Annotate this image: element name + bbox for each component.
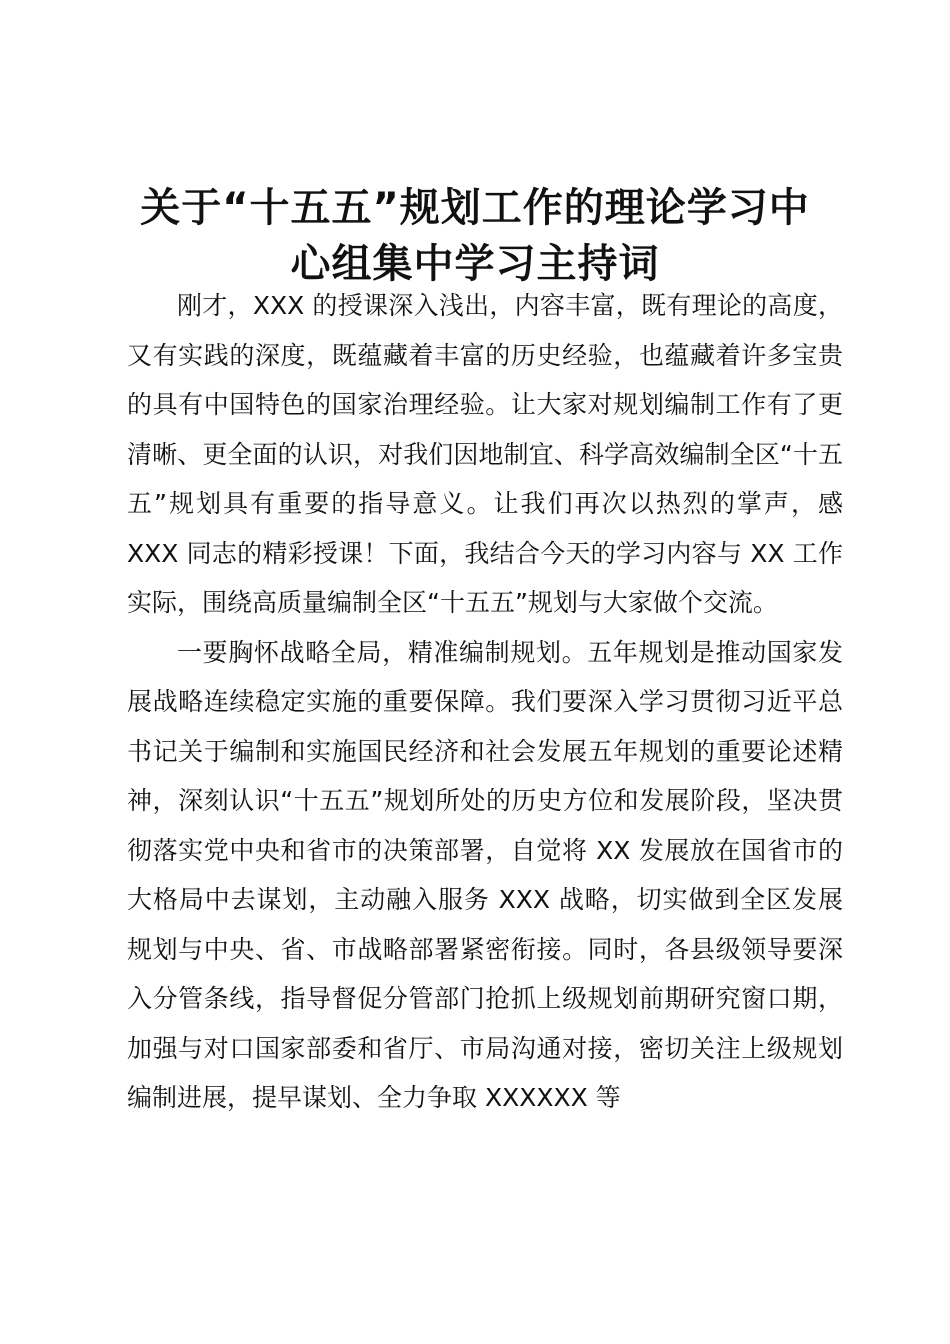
paragraph-opening: 刚才，XXX 的授课深入浅出，内容丰富，既有理论的高度，又有实践的深度，既蕴藏着丰富的历史经验，也蕴藏着许多宝贵的具有中国特色的国家治理经验。让大家对规划编制工作有了更清晰、更全面的认识，对我们因地制宜、科学高效编制全区“十五五”规划具有重要的指导意义。让我们再次以热烈的掌声，感 XXX 同志的精彩授课！下面，我结合今天的学习内容与 XX 工作实际，围绕高质量编制全区“十五五”规划与大家做个交流。 [127,291,843,617]
document-body [127,281,843,1123]
document-title [100,180,850,292]
title-line-1: 关于“十五五”规划工作的理论学习中 [140,185,810,231]
title-line-2: 心组集中学习主持词 [290,241,660,287]
paragraph-point-one: 一要胸怀战略全局，精准编制规划。五年规划是推动国家发展战略连续稳定实施的重要保障。我们要深入学习贯彻习近平总书记关于编制和实施国民经济和社会发展五年规划的重要论述精神，深刻认识“十五五”规划所处的历史方位和发展阶段，坚决贯彻落实党中央和省市的决策部署，自觉将 XX 发展放在国省市的大格局中去谋划，主动融入服务 XXX 战略，切实做到全区发展规划与中央、省、市战略部署紧密衔接。同时，各县级领导要深入分管条线，指导督促分管部门抢抓上级规划前期研究窗口期，加强与对口国家部委和省厅、市局沟通对接，密切关注上级规划编制进展，提早谋划、全力争取 XXXXXX 等 [127,637,843,1112]
